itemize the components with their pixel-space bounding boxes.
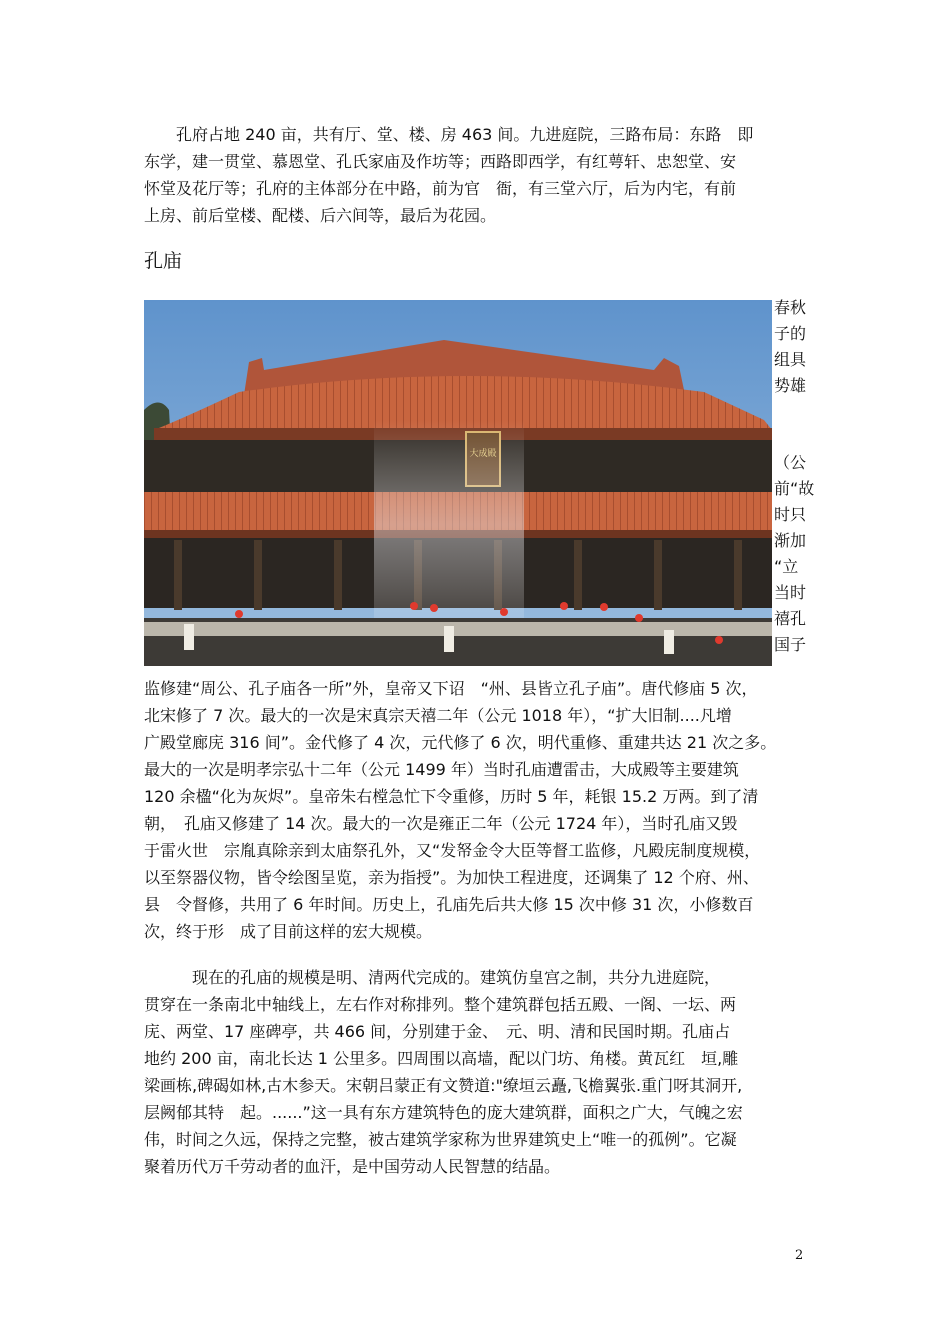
text-line: 于雷火世 宗胤真除亲到太庙祭孔外，又“发帑金令大臣等督工监修，凡殿庑制度规模， — [144, 841, 761, 860]
paragraph-kongmiao-history — [144, 675, 808, 945]
text-line: 地约 200 亩，南北长达 1 公里多。四周围以高墙，配以门坊、角楼。黄瓦红 垣,雕 — [144, 1049, 739, 1068]
text-line: 广殿堂廊庑 316 间”。金代修了 4 次，元代修了 6 次，明代重修、重建共达 21 次之多。 — [144, 733, 777, 752]
text-fragment: 国子 — [774, 635, 807, 654]
text-line: 上房、前后堂楼、配楼、后六间等，最后为花园。 — [144, 206, 497, 225]
text-fragment: 时只 — [774, 505, 807, 524]
text-line: 朝， 孔庙又修建了 14 次。最大的一次是雍正二年（公元 1724 年），当时孔庙又毁 — [144, 814, 738, 833]
text-line: 监修建“周公、孔子庙各一所”外，皇帝又下诏 “州、县皆立孔子庙”。唐代修庙 5 次， — [144, 679, 758, 698]
text-line: 120 余楹“化为灰烬”。皇帝朱右樘急忙下令重修，历时 5 年，耗银 15.2 万两。到了清 — [144, 787, 759, 806]
wrapped-text-top — [774, 295, 810, 399]
paragraph-kongfu — [144, 121, 808, 229]
text-line: 东学，建一贯堂、慕恩堂、孔氏家庙及作坊等；西路即西学，有红萼轩、忠恕堂、安 — [144, 152, 737, 171]
text-line: 次，终于形 成了目前这样的宏大规模。 — [144, 922, 433, 941]
text-line: 聚着历代万千劳动者的血汗，是中国劳动人民智慧的结晶。 — [144, 1157, 561, 1176]
text-line: 孔府占地 240 亩，共有厅、堂、楼、房 463 间。九进庭院，三路布局：东路 即 — [144, 125, 754, 144]
text-fragment: 组具 — [774, 350, 807, 369]
text-fragment: “立 — [774, 557, 799, 576]
text-line: 以至祭器仪物，皆令绘图呈览，亲为指授”。为加快工程进度，还调集了 12 个府、州、 — [144, 868, 759, 887]
paragraph-kongmiao-scale — [144, 964, 808, 1180]
stone-railing — [144, 622, 772, 636]
text-line: 现在的孔庙的规模是明、清两代完成的。建筑仿皇宫之制，共分九进庭院， — [144, 968, 721, 987]
temple-photo — [144, 300, 772, 666]
text-fragment: 春秋 — [774, 298, 807, 317]
wrapped-text-middle — [774, 450, 815, 658]
section-heading: 孔庙 — [144, 250, 183, 272]
text-line: 县 令督修，共用了 6 年时间。历史上，孔庙先后共大修 15 次中修 31 次，小修数百 — [144, 895, 754, 914]
text-fragment: 渐加 — [774, 531, 807, 550]
incense-smoke — [374, 420, 524, 630]
text-fragment: 势雄 — [774, 376, 807, 395]
text-fragment: 当时 — [774, 583, 807, 602]
text-line: 怀堂及花厅等；孔府的主体部分在中路，前为官 衙，有三堂六厅，后为内宅，有前 — [144, 179, 737, 198]
page-number: 2 — [795, 1248, 804, 1263]
text-fragment: 禧孔 — [774, 609, 807, 628]
text-line: 北宋修了 7 次。最大的一次是宋真宗天禧二年（公元 1018 年），“扩大旧制....凡增 — [144, 706, 732, 725]
text-line: 梁画栋,碑碣如林,古木参天。宋朝吕蒙正有文赞道:"缭垣云矗,飞檐翼张.重门呀其洞开, — [144, 1076, 743, 1095]
text-fragment: （公 — [774, 453, 807, 472]
text-fragment: 子的 — [774, 324, 807, 343]
text-line: 层阙郁其特 起。......”这一具有东方建筑特色的庞大建筑群，面积之广大，气魄之宏 — [144, 1103, 743, 1122]
text-line: 贯穿在一条南北中轴线上，左右作对称排列。整个建筑群包括五殿、一阁、一坛、两 — [144, 995, 737, 1014]
text-line: 庑、两堂、17 座碑亭，共 466 间，分别建于金、 元、明、清和民国时期。孔庙占 — [144, 1022, 731, 1041]
text-fragment: 前“故 — [774, 479, 815, 498]
text-line: 最大的一次是明孝宗弘十二年（公元 1499 年）当时孔庙遭雷击，大成殿等主要建筑 — [144, 760, 739, 779]
text-line: 伟，时间之久远，保持之完整，被古建筑学家称为世界建筑史上“唯一的孤例”。它凝 — [144, 1130, 737, 1149]
